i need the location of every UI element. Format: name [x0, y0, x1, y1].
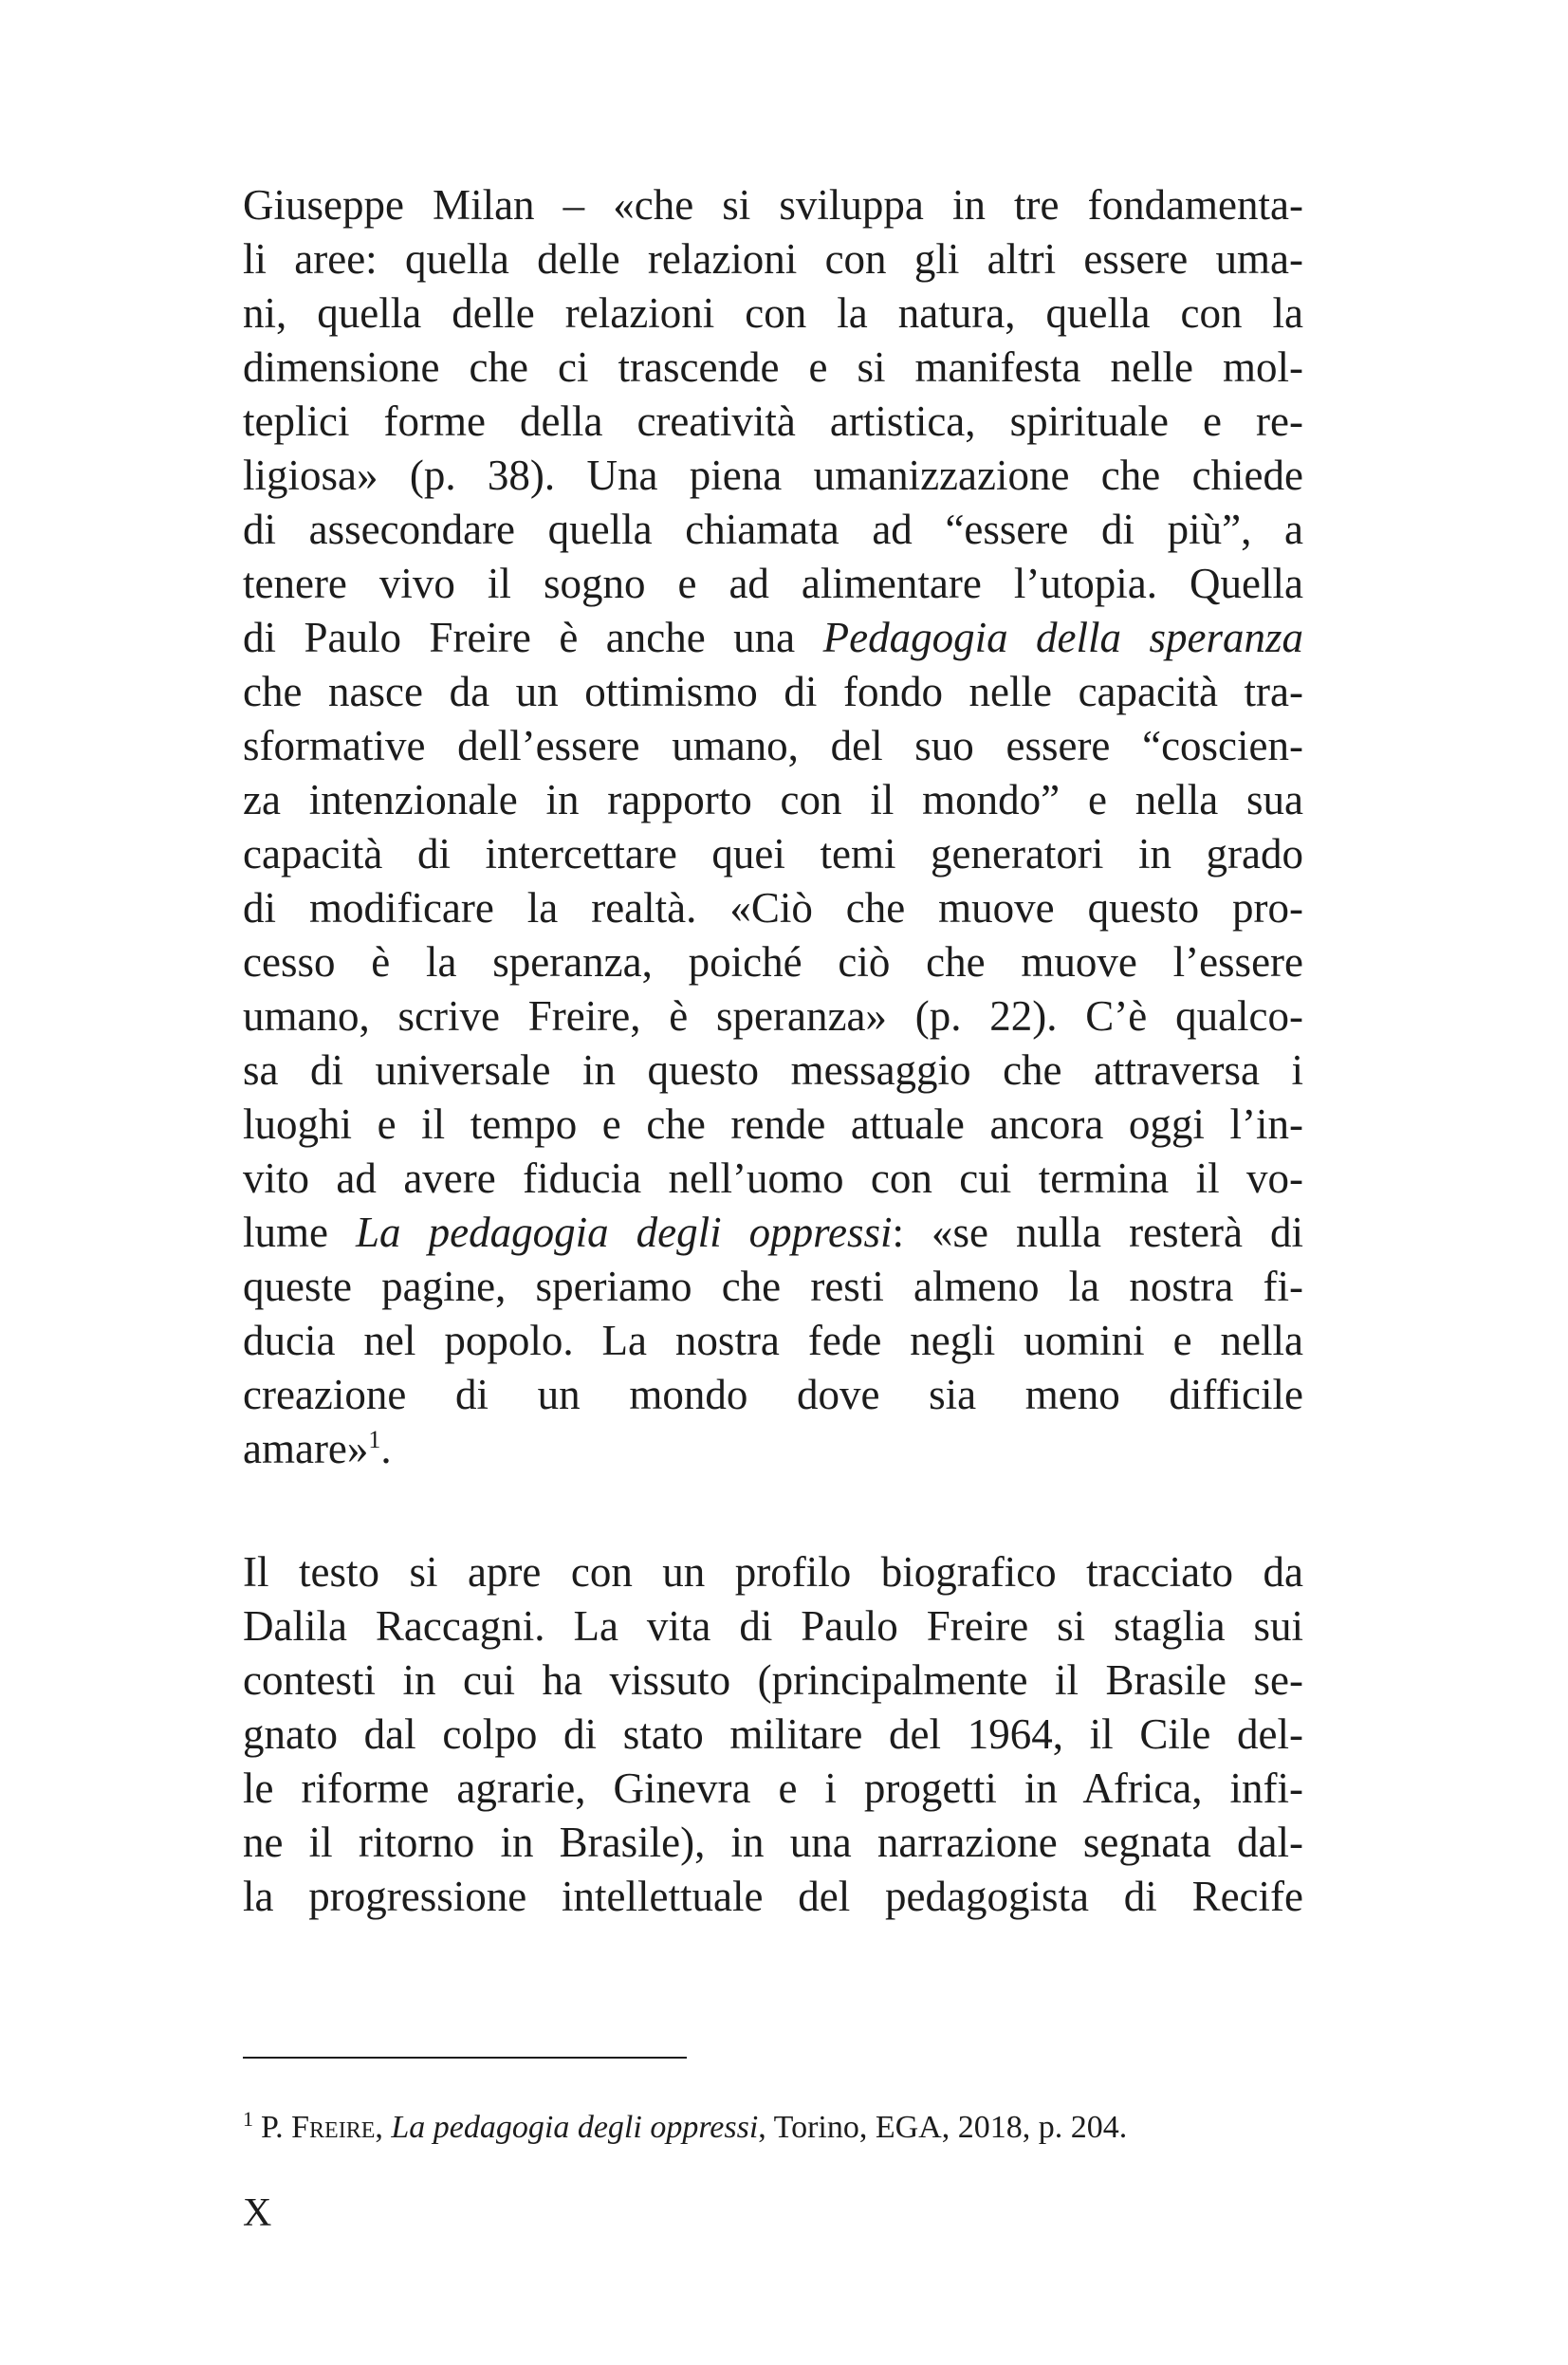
footnote-reference: 1: [368, 1426, 381, 1453]
text-line: ni, quella delle relazioni con la natura, quella con la: [243, 289, 1303, 337]
text-line: ligiosa» (p. 38). Una piena umanizzazione che chiede: [243, 452, 1303, 499]
text-line: che nasce da un ottimismo di fondo nelle capacità tra-: [243, 668, 1303, 715]
text-line: creazione di un mondo dove sia meno difficile: [243, 1371, 1303, 1418]
text-line: ducia nel popolo. La nostra fede negli uomini e nella: [243, 1317, 1303, 1364]
text-line: Dalila Raccagni. La vita di Paulo Freire si staglia sui: [243, 1602, 1303, 1650]
book-title: La pedagogia degli oppressi: [356, 1209, 893, 1256]
text-line: gnato dal colpo di stato militare del 1964, il Cile del-: [243, 1710, 1303, 1758]
text-line: queste pagine, speriamo che resti almeno la nostra fi-: [243, 1263, 1303, 1310]
text-line: Giuseppe Milan – «che si sviluppa in tre fondamenta-: [243, 181, 1303, 229]
text-line: cesso è la speranza, poiché ciò che muove l’essere: [243, 938, 1303, 986]
footnote-title: La pedagogia degli oppressi: [391, 2110, 759, 2145]
text-run: amare»: [243, 1425, 369, 1472]
text-line: vito ad avere fiducia nell’uomo con cui termina il vo-: [243, 1155, 1303, 1202]
text-line: contesti in cui ha vissuto (principalmente il Brasile se-: [243, 1656, 1303, 1704]
text-run: : «se nulla resterà di: [892, 1209, 1304, 1256]
text-line: tenere vivo il sogno e ad alimentare l’utopia. Quella: [243, 560, 1303, 607]
text-run: di Paulo Freire è anche una: [243, 614, 823, 661]
text-run: lume: [243, 1209, 357, 1256]
text-line: di modificare la realtà. «Ciò che muove questo pro-: [243, 884, 1303, 932]
text-line: ne il ritorno in Brasile), in una narrazione segnata dal-: [243, 1819, 1303, 1866]
footnote-details: , Torino, EGA, 2018, p. 204.: [758, 2110, 1128, 2145]
text-line: sa di universale in questo messaggio che attraversa i: [243, 1046, 1303, 1094]
text-line: sformative dell’essere umano, del suo essere “coscien-: [243, 722, 1303, 769]
footnote-author-surname: Freire: [291, 2110, 376, 2145]
text-line: [243, 1206, 1303, 1259]
text-line: la progressione intellettuale del pedagogista di Recife: [243, 1873, 1303, 1920]
text-line: teplici forme della creatività artistica, spirituale e re-: [243, 397, 1303, 445]
text-line: [243, 1422, 1303, 1475]
text-line: dimensione che ci trascende e si manifesta nelle mol-: [243, 343, 1303, 391]
footnote: $^1$ P. Freire, La pedagogia degli oppressi, Torino, EGA, 2018, p. 204.: [243, 2106, 1128, 2145]
text-line: [243, 611, 1303, 664]
text-line: di assecondare quella chiamata ad “essere di più”, a: [243, 506, 1303, 553]
text-line: li aree: quella delle relazioni con gli altri essere uma-: [243, 235, 1303, 283]
footnote-separator: [243, 2057, 687, 2059]
text-line: umano, scrive Freire, è speranza» (p. 22). C’è qualco-: [243, 992, 1303, 1040]
text-line: Il testo si apre con un profilo biografico tracciato da: [243, 1548, 1303, 1596]
page-number: X: [243, 2191, 272, 2235]
text-line: le riforme agrarie, Ginevra e i progetti in Africa, infi-: [243, 1765, 1303, 1812]
footnote-author-initial: P.: [261, 2110, 284, 2145]
text-line: za intenzionale in rapporto con il mondo” e nella sua: [243, 776, 1303, 823]
book-title: Pedagogia della speranza: [822, 614, 1303, 661]
text-line: luoghi e il tempo e che rende attuale ancora oggi l’in-: [243, 1100, 1303, 1148]
text-run: .: [380, 1425, 392, 1472]
footnote-number: 1: [243, 2106, 253, 2131]
text-line: capacità di intercettare quei temi generatori in grado: [243, 830, 1303, 878]
